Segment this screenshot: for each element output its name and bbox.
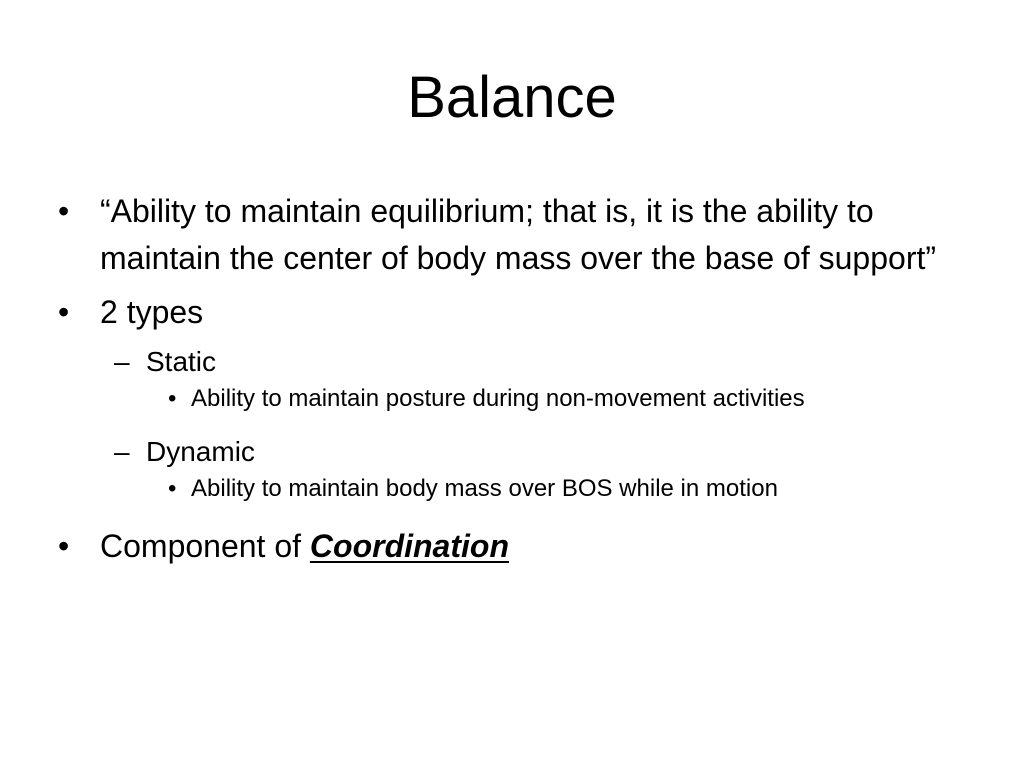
bullet-definition — [58, 188, 978, 282]
sub-bullet-static-text: Static — [146, 346, 217, 377]
small-bullet-marker: • — [168, 475, 177, 502]
detail-dynamic — [168, 471, 978, 507]
slide-body — [58, 188, 978, 577]
detail-dynamic-text: Ability to maintain body mass over BOS while in motion — [191, 475, 778, 502]
bullet-types-text: 2 types — [100, 294, 204, 330]
bullet-marker: • — [58, 193, 70, 229]
detail-static — [168, 381, 978, 417]
bullet-marker: • — [58, 528, 70, 564]
dash-marker: – — [114, 346, 130, 377]
bullet-component-prefix: Component of — [100, 528, 310, 564]
sub-bullet-dynamic-text: Dynamic — [146, 436, 255, 467]
bullet-types — [58, 289, 978, 336]
sub-bullet-static — [114, 343, 978, 381]
detail-static-text: Ability to maintain posture during non-movement activities — [191, 385, 805, 412]
bullet-definition-text: “Ability to maintain equilibrium; that is, it is the ability to maintain the center of body mass over the base of support” — [100, 193, 937, 276]
small-bullet-marker: • — [168, 385, 177, 412]
coordination-emphasis: Coordination — [309, 528, 509, 564]
dash-marker: – — [114, 436, 130, 467]
bullet-marker: • — [58, 294, 70, 330]
bullet-component — [58, 523, 978, 570]
sub-bullet-dynamic — [114, 433, 978, 471]
slide-title: Balance — [407, 65, 617, 130]
